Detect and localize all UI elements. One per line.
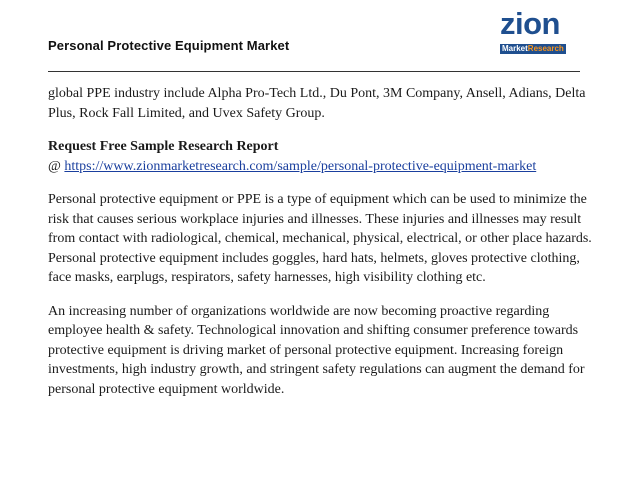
request-prefix: @ — [48, 158, 65, 174]
logo-word: zion — [500, 6, 560, 41]
document-body — [48, 84, 596, 413]
logo-subtitle — [500, 44, 566, 54]
logo-sub-market: Market — [502, 44, 528, 53]
logo-sub-research: Research — [527, 44, 564, 53]
request-block — [48, 137, 596, 176]
zion-market-research-logo — [492, 8, 576, 52]
sample-report-link[interactable]: https://www.zionmarketresearch.com/sample/personal-protective-equipment-market — [64, 158, 537, 174]
request-heading: Request Free Sample Research Report — [48, 139, 279, 154]
paragraph-companies: global PPE industry include Alpha Pro-Tech Ltd., Du Pont, 3M Company, Ansell, Adians, Delta Plus, Rock Fall Limited, and Uvex Safety Group. — [48, 86, 586, 121]
paragraph-definition: Personal protective equipment or PPE is a type of equipment which can be used to minimize the risk that causes serious workplace injuries and illnesses. These injuries and illnesses may result from contact with radiological, chemical, mechanical, physical, electrical, or other place hazards. Personal protective equipment includes goggles, hard hats, helmets, gloves protective clothing, face masks, earplugs, respirators, safety harnesses, high visibility clothing etc. — [48, 192, 592, 285]
header-divider — [48, 71, 580, 72]
page-title: Personal Protective Equipment Market — [48, 38, 290, 53]
paragraph-drivers: An increasing number of organizations worldwide are now becoming proactive regarding employee health & safety. Technological innovation and shifting consumer preference towards protective equipment is driving market of personal protective equipment. Increasing foreign investments, high industry growth, and stringent safety regulations can augment the demand for personal protective equipment worldwide. — [48, 303, 585, 397]
